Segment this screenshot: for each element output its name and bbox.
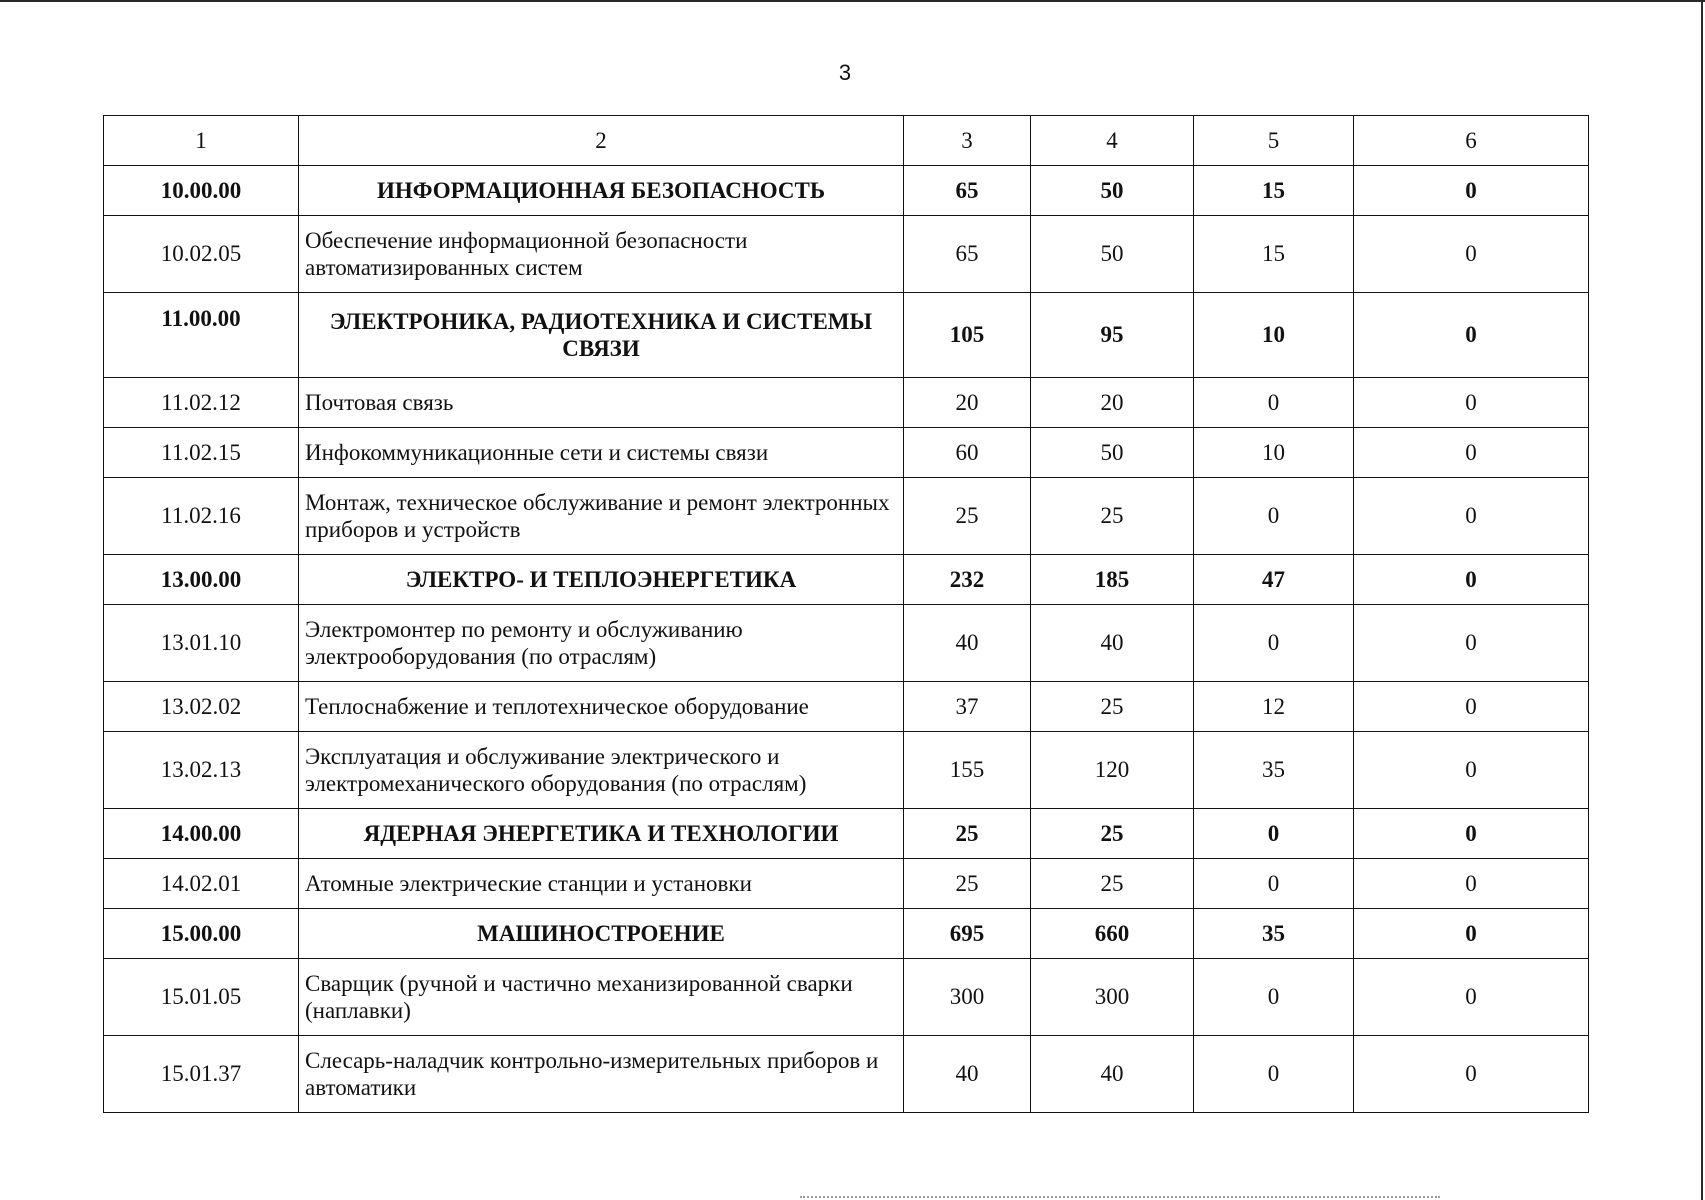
row-col-4: 25 [1031,682,1194,732]
row-col-4: 300 [1031,959,1194,1036]
table-row [104,378,1589,428]
row-col-5: 0 [1194,1036,1354,1113]
row-name: Слесарь-наладчик контрольно-измерительных приборов и автоматики [299,1036,904,1113]
row-col-4: 25 [1031,478,1194,555]
row-col-6: 0 [1354,428,1589,478]
row-name: ЯДЕРНАЯ ЭНЕРГЕТИКА И ТЕХНОЛОГИИ [299,809,904,859]
row-col-5: 0 [1194,809,1354,859]
row-name: Сварщик (ручной и частично механизированной сварки (наплавки) [299,959,904,1036]
table-row [104,732,1589,809]
row-code: 15.01.05 [104,959,299,1036]
table-row-section [104,909,1589,959]
row-col-4: 40 [1031,605,1194,682]
row-name: Монтаж, техническое обслуживание и ремонт электронных приборов и устройств [299,478,904,555]
row-col-5: 0 [1194,478,1354,555]
row-col-6: 0 [1354,909,1589,959]
row-col-3: 105 [904,293,1031,378]
row-col-5: 15 [1194,216,1354,293]
specialties-table [103,115,1589,1113]
row-col-6: 0 [1354,1036,1589,1113]
row-col-6: 0 [1354,378,1589,428]
row-code: 10.00.00 [104,166,299,216]
table-row-section [104,293,1589,378]
row-code: 14.00.00 [104,809,299,859]
row-name: Эксплуатация и обслуживание электрического и электромеханического оборудования (по отраслям) [299,732,904,809]
row-col-4: 50 [1031,428,1194,478]
row-code: 15.00.00 [104,909,299,959]
row-code: 13.01.10 [104,605,299,682]
row-name: ИНФОРМАЦИОННАЯ БЕЗОПАСНОСТЬ [299,166,904,216]
row-code: 13.00.00 [104,555,299,605]
row-col-3: 25 [904,478,1031,555]
row-code: 14.02.01 [104,859,299,909]
header-cell-5: 5 [1194,116,1354,166]
row-col-3: 37 [904,682,1031,732]
row-name: Почтовая связь [299,378,904,428]
row-col-3: 20 [904,378,1031,428]
row-col-3: 40 [904,1036,1031,1113]
row-col-3: 25 [904,809,1031,859]
header-cell-2: 2 [299,116,904,166]
scan-edge-top [0,0,1705,2]
row-code: 11.02.16 [104,478,299,555]
table-row [104,428,1589,478]
row-col-6: 0 [1354,555,1589,605]
row-col-4: 660 [1031,909,1194,959]
row-col-3: 232 [904,555,1031,605]
row-col-5: 0 [1194,605,1354,682]
row-col-3: 40 [904,605,1031,682]
row-col-5: 12 [1194,682,1354,732]
table-row [104,859,1589,909]
table-row [104,959,1589,1036]
row-col-6: 0 [1354,859,1589,909]
row-code: 10.02.05 [104,216,299,293]
row-col-3: 65 [904,166,1031,216]
row-name: Теплоснабжение и теплотехническое оборудование [299,682,904,732]
page-number: 3 [838,60,852,85]
row-col-3: 60 [904,428,1031,478]
row-name: Атомные электрические станции и установки [299,859,904,909]
table-row [104,682,1589,732]
row-name: Обеспечение информационной безопасности автоматизированных систем [299,216,904,293]
row-col-3: 695 [904,909,1031,959]
row-code: 15.01.37 [104,1036,299,1113]
table-header-row [104,116,1589,166]
row-col-6: 0 [1354,478,1589,555]
row-col-5: 10 [1194,428,1354,478]
table-row [104,478,1589,555]
row-col-5: 15 [1194,166,1354,216]
row-col-5: 10 [1194,293,1354,378]
row-col-5: 0 [1194,959,1354,1036]
row-col-5: 0 [1194,859,1354,909]
row-col-4: 50 [1031,216,1194,293]
row-col-4: 50 [1031,166,1194,216]
row-col-5: 47 [1194,555,1354,605]
row-col-6: 0 [1354,293,1589,378]
table-row-section [104,555,1589,605]
row-name: ЭЛЕКТРОНИКА, РАДИОТЕХНИКА И СИСТЕМЫ СВЯЗИ [299,293,904,378]
row-name: Инфокоммуникационные сети и системы связи [299,428,904,478]
header-cell-1: 1 [104,116,299,166]
row-col-3: 155 [904,732,1031,809]
row-code: 13.02.13 [104,732,299,809]
table-row-section [104,166,1589,216]
header-cell-4: 4 [1031,116,1194,166]
row-col-4: 185 [1031,555,1194,605]
row-col-6: 0 [1354,732,1589,809]
row-col-5: 35 [1194,732,1354,809]
row-col-4: 40 [1031,1036,1194,1113]
row-name: ЭЛЕКТРО- И ТЕПЛОЭНЕРГЕТИКА [299,555,904,605]
table-row [104,1036,1589,1113]
row-code: 13.02.02 [104,682,299,732]
row-col-4: 120 [1031,732,1194,809]
row-col-6: 0 [1354,959,1589,1036]
row-col-5: 35 [1194,909,1354,959]
row-code: 11.02.15 [104,428,299,478]
row-col-6: 0 [1354,216,1589,293]
header-cell-3: 3 [904,116,1031,166]
row-col-3: 65 [904,216,1031,293]
row-name: Электромонтер по ремонту и обслуживанию электрооборудования (по отраслям) [299,605,904,682]
scan-edge-right [1701,0,1703,1200]
table-row-section [104,809,1589,859]
header-cell-6: 6 [1354,116,1589,166]
row-col-6: 0 [1354,605,1589,682]
table-row [104,216,1589,293]
row-code: 11.00.00 [104,293,299,378]
row-name: МАШИНОСТРОЕНИЕ [299,909,904,959]
scan-footer-mark [800,1196,1440,1200]
row-col-6: 0 [1354,166,1589,216]
row-col-4: 20 [1031,378,1194,428]
row-col-3: 300 [904,959,1031,1036]
row-code: 11.02.12 [104,378,299,428]
row-col-6: 0 [1354,682,1589,732]
row-col-5: 0 [1194,378,1354,428]
table-row [104,605,1589,682]
row-col-4: 25 [1031,809,1194,859]
row-col-4: 25 [1031,859,1194,909]
row-col-6: 0 [1354,809,1589,859]
row-col-4: 95 [1031,293,1194,378]
row-col-3: 25 [904,859,1031,909]
